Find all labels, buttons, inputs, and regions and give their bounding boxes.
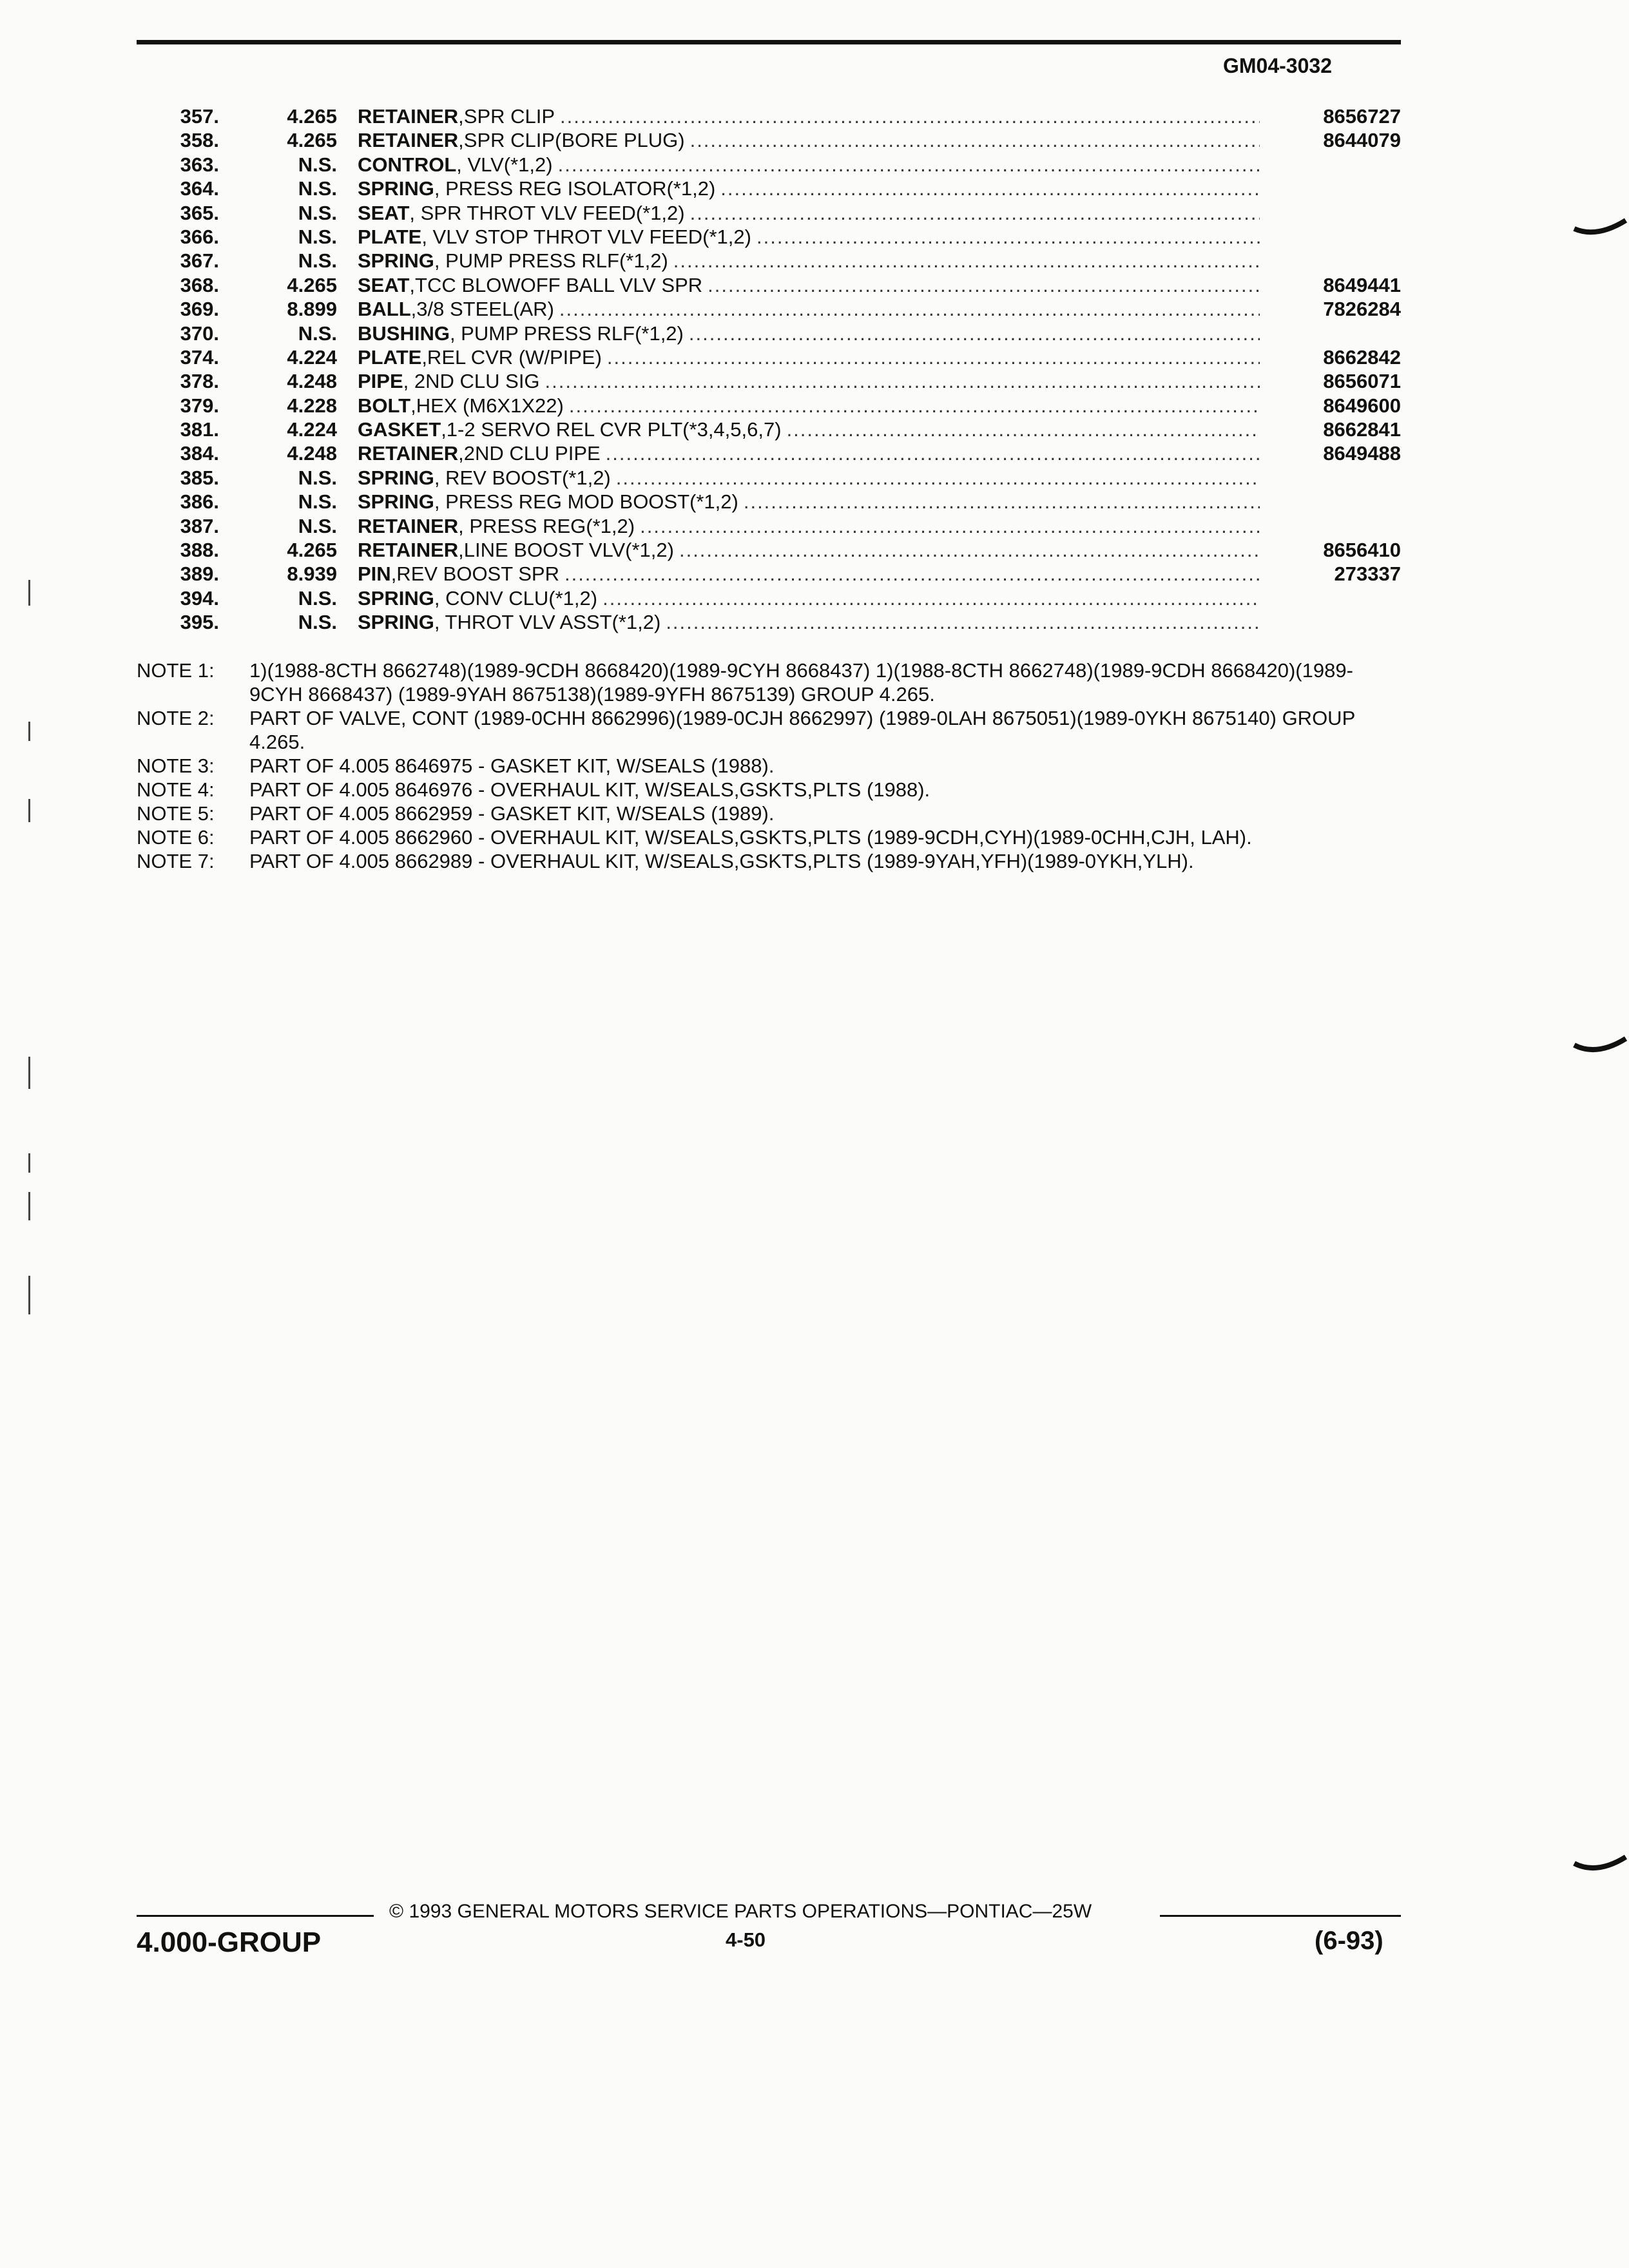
part-detail: , CONV CLU(*1,2): [434, 586, 598, 610]
part-description: [358, 369, 1260, 393]
note-label: NOTE 5:: [137, 802, 215, 825]
part-row: [137, 586, 1401, 610]
part-name: PLATE: [358, 345, 422, 369]
dot-leader: [602, 586, 1260, 610]
part-row: [137, 369, 1401, 393]
dot-leader: [689, 322, 1260, 345]
part-description: [358, 249, 1260, 273]
part-name: RETAINER: [358, 442, 459, 465]
part-detail: , SPR THROT VLV FEED(*1,2): [409, 201, 685, 224]
part-name: SPRING: [358, 611, 434, 634]
ref-number: 364.: [180, 177, 219, 200]
note-label: NOTE 6:: [137, 826, 215, 849]
dot-leader: [666, 610, 1260, 634]
group-number: N.S.: [298, 249, 337, 273]
part-name: BUSHING: [358, 322, 450, 345]
ref-number: 368.: [180, 273, 219, 296]
part-row: [137, 514, 1401, 538]
part-detail: ,TCC BLOWOFF BALL VLV SPR: [409, 273, 703, 296]
dot-leader: [757, 225, 1260, 249]
part-description: [358, 322, 1260, 345]
part-detail: , PRESS REG ISOLATOR(*1,2): [434, 177, 716, 200]
parts-list: [137, 104, 1401, 635]
part-description: [358, 225, 1260, 249]
group-number: N.S.: [298, 177, 337, 200]
ref-number: 394.: [180, 586, 219, 610]
note-text: PART OF VALVE, CONT (1989-0CHH 8662996)(1989-0CJH 8662997) (1989-0LAH 8675051)(1989-0YKH 8675140) GROUP 4.265.: [249, 707, 1355, 753]
part-detail: ,3/8 STEEL(AR): [410, 298, 554, 321]
part-name: SEAT: [358, 201, 410, 224]
group-number: 4.228: [287, 394, 337, 417]
part-description: [358, 586, 1260, 610]
part-number: 7826284: [1323, 298, 1401, 321]
part-number: 8656410: [1323, 539, 1401, 562]
dot-leader: [708, 273, 1260, 297]
dot-leader: [560, 104, 1260, 128]
ref-number: 386.: [180, 490, 219, 514]
part-row: [137, 418, 1401, 441]
group-number: 4.224: [287, 418, 337, 441]
part-description: [358, 177, 1260, 200]
part-description: [358, 418, 1260, 441]
note-label: NOTE 1:: [137, 659, 215, 682]
punch-mark: [28, 1057, 30, 1089]
part-name: RETAINER: [358, 514, 459, 537]
dot-leader: [679, 538, 1260, 562]
ref-number: 385.: [180, 466, 219, 489]
part-row: [137, 610, 1401, 634]
part-description: [358, 297, 1260, 321]
ref-number: 363.: [180, 153, 219, 176]
part-description: [358, 128, 1260, 152]
part-row: [137, 441, 1401, 465]
part-row: [137, 177, 1401, 200]
ref-number: 379.: [180, 394, 219, 417]
punch-mark: [28, 580, 30, 606]
part-row: [137, 345, 1401, 369]
part-name: RETAINER: [358, 105, 459, 128]
dot-leader: [690, 128, 1260, 152]
part-number: 8649488: [1323, 442, 1401, 465]
part-row: [137, 466, 1401, 490]
part-name: SPRING: [358, 586, 434, 610]
note-text: PART OF 4.005 8646975 - GASKET KIT, W/SEALS (1988).: [249, 754, 775, 777]
group-number: N.S.: [298, 586, 337, 610]
note-entry: [137, 825, 1401, 849]
part-detail: ,REL CVR (W/PIPE): [421, 345, 602, 369]
ref-number: 357.: [180, 105, 219, 128]
group-number: 4.224: [287, 345, 337, 369]
ref-number: 374.: [180, 345, 219, 369]
group-number: N.S.: [298, 201, 337, 224]
part-description: [358, 441, 1260, 465]
group-number: 8.939: [287, 562, 337, 586]
part-row: [137, 273, 1401, 297]
part-description: [358, 490, 1260, 514]
margin-mark: [1571, 1031, 1629, 1063]
part-row: [137, 562, 1401, 586]
dot-leader: [606, 441, 1260, 465]
part-number: 8656727: [1323, 105, 1401, 128]
part-row: [137, 297, 1401, 321]
note-entry: [137, 754, 1401, 778]
part-detail: , VLV(*1,2): [456, 153, 553, 176]
part-detail: ,REV BOOST SPR: [390, 562, 559, 586]
group-number: N.S.: [298, 322, 337, 345]
part-detail: , 2ND CLU SIG: [403, 370, 540, 393]
part-detail: ,HEX (M6X1X22): [410, 394, 564, 417]
group-number: N.S.: [298, 153, 337, 176]
part-description: [358, 538, 1260, 562]
group-number: N.S.: [298, 514, 337, 537]
dot-leader: [690, 201, 1260, 225]
dot-leader: [607, 345, 1260, 369]
note-entry: [137, 849, 1401, 873]
part-number: 8656071: [1323, 370, 1401, 393]
ref-number: 370.: [180, 322, 219, 345]
group-number: 4.248: [287, 370, 337, 393]
part-detail: ,LINE BOOST VLV(*1,2): [458, 539, 674, 562]
date-code: (6-93): [1315, 1927, 1383, 1955]
part-name: BOLT: [358, 394, 411, 417]
ref-number: 358.: [180, 129, 219, 152]
part-row: [137, 225, 1401, 249]
part-row: [137, 322, 1401, 345]
part-description: [358, 610, 1260, 634]
margin-mark: [1571, 1849, 1629, 1881]
part-name: SPRING: [358, 177, 434, 200]
dot-leader: [564, 562, 1260, 586]
part-row: [137, 394, 1401, 418]
note-entry: [137, 706, 1401, 754]
punch-mark: [28, 1276, 30, 1314]
dot-leader: [640, 514, 1260, 538]
part-row: [137, 104, 1401, 128]
dot-leader: [744, 490, 1260, 514]
punch-mark: [28, 1153, 30, 1173]
group-number: N.S.: [298, 490, 337, 514]
part-description: [358, 273, 1260, 297]
part-name: GASKET: [358, 418, 441, 441]
dot-leader: [559, 297, 1260, 321]
group-number: 4.265: [287, 129, 337, 152]
ref-number: 389.: [180, 562, 219, 586]
part-description: [358, 562, 1260, 586]
part-detail: , PUMP PRESS RLF(*1,2): [449, 322, 684, 345]
group-number: 4.265: [287, 105, 337, 128]
punch-mark: [28, 722, 30, 741]
ref-number: 378.: [180, 370, 219, 393]
part-number: 8662841: [1323, 418, 1401, 441]
part-detail: ,SPR CLIP(BORE PLUG): [458, 129, 685, 152]
section-label: 4.000-GROUP: [137, 1927, 322, 1958]
group-number: N.S.: [298, 225, 337, 248]
part-description: [358, 153, 1260, 177]
note-label: NOTE 7:: [137, 850, 215, 872]
part-name: SEAT: [358, 273, 410, 296]
part-description: [358, 514, 1260, 538]
part-number: 8644079: [1323, 129, 1401, 152]
part-name: PIN: [358, 562, 391, 586]
part-detail: ,SPR CLIP: [458, 105, 555, 128]
part-detail: , PRESS REG(*1,2): [458, 514, 635, 537]
part-row: [137, 201, 1401, 225]
part-detail: , PUMP PRESS RLF(*1,2): [434, 249, 668, 273]
part-name: BALL: [358, 298, 411, 321]
ref-number: 388.: [180, 539, 219, 562]
part-detail: ,2ND CLU PIPE: [458, 442, 601, 465]
group-number: 4.265: [287, 539, 337, 562]
note-entry: [137, 778, 1401, 802]
ref-number: 381.: [180, 418, 219, 441]
top-rule: [137, 40, 1401, 44]
footer-rule-right: [1160, 1915, 1401, 1917]
part-name: PLATE: [358, 225, 422, 248]
part-detail: ,1-2 SERVO REL CVR PLT(*3,4,5,6,7): [441, 418, 782, 441]
part-row: [137, 490, 1401, 514]
part-name: SPRING: [358, 466, 434, 489]
dot-leader: [569, 394, 1260, 418]
note-text: PART OF 4.005 8662959 - GASKET KIT, W/SEALS (1989).: [249, 802, 775, 825]
copyright-line: © 1993 GENERAL MOTORS SERVICE PARTS OPERATIONS—PONTIAC—25W: [389, 1901, 1092, 1922]
part-name: SPRING: [358, 249, 434, 273]
part-row: [137, 249, 1401, 273]
dot-leader: [616, 466, 1260, 490]
note-entry: [137, 658, 1401, 706]
part-description: [358, 201, 1260, 225]
group-number: 4.248: [287, 442, 337, 465]
note-label: NOTE 4:: [137, 778, 215, 801]
ref-number: 384.: [180, 442, 219, 465]
part-name: PIPE: [358, 370, 403, 393]
margin-mark: [1571, 213, 1629, 245]
note-label: NOTE 3:: [137, 754, 215, 777]
page-number: 4-50: [726, 1928, 766, 1951]
part-detail: , THROT VLV ASST(*1,2): [434, 611, 661, 634]
part-name: RETAINER: [358, 539, 459, 562]
part-number: 273337: [1334, 562, 1401, 586]
part-description: [358, 466, 1260, 490]
part-number: 8649600: [1323, 394, 1401, 417]
note-entry: [137, 802, 1401, 825]
part-detail: , VLV STOP THROT VLV FEED(*1,2): [421, 225, 751, 248]
ref-number: 365.: [180, 201, 219, 224]
punch-mark: [28, 799, 30, 822]
dot-leader: [673, 249, 1260, 273]
ref-number: 395.: [180, 611, 219, 634]
note-label: NOTE 2:: [137, 707, 215, 729]
note-text: PART OF 4.005 8662989 - OVERHAUL KIT, W/SEALS,GSKTS,PLTS (1989-9YAH,YFH)(1989-0YKH,YLH).: [249, 850, 1194, 872]
document-id: GM04-3032: [1223, 54, 1332, 77]
part-description: [358, 394, 1260, 418]
part-description: [358, 104, 1260, 128]
ref-number: 367.: [180, 249, 219, 273]
part-detail: , REV BOOST(*1,2): [434, 466, 611, 489]
part-row: [137, 538, 1401, 562]
note-text: PART OF 4.005 8662960 - OVERHAUL KIT, W/SEALS,GSKTS,PLTS (1989-9CDH,CYH)(1989-0CHH,CJH, LAH).: [249, 826, 1252, 849]
note-text: PART OF 4.005 8646976 - OVERHAUL KIT, W/SEALS,GSKTS,PLTS (1988).: [249, 778, 930, 801]
dot-leader: [720, 177, 1260, 200]
part-row: [137, 128, 1401, 152]
group-number: N.S.: [298, 466, 337, 489]
part-name: RETAINER: [358, 129, 459, 152]
part-number: 8662842: [1323, 345, 1401, 369]
group-number: 8.899: [287, 298, 337, 321]
footer-rule-left: [137, 1915, 374, 1917]
ref-number: 366.: [180, 225, 219, 248]
notes-list: [137, 658, 1401, 873]
ref-number: 369.: [180, 298, 219, 321]
dot-leader: [787, 418, 1260, 441]
part-row: [137, 153, 1401, 177]
ref-number: 387.: [180, 514, 219, 537]
dot-leader: [545, 369, 1260, 393]
part-number: 8649441: [1323, 273, 1401, 296]
group-number: N.S.: [298, 611, 337, 634]
punch-mark: [28, 1192, 30, 1220]
part-description: [358, 345, 1260, 369]
part-name: CONTROL: [358, 153, 457, 176]
part-name: SPRING: [358, 490, 434, 514]
group-number: 4.265: [287, 273, 337, 296]
part-detail: , PRESS REG MOD BOOST(*1,2): [434, 490, 738, 514]
note-text: 1)(1988-8CTH 8662748)(1989-9CDH 8668420)(1989-9CYH 8668437) 1)(1988-8CTH 8662748)(1989-9CDH 8668420)(1989-9CYH 8668437) (1989-9YAH 8675138)(1989-9YFH 8675139) GROUP 4.265.: [249, 659, 1353, 706]
dot-leader: [558, 153, 1260, 177]
